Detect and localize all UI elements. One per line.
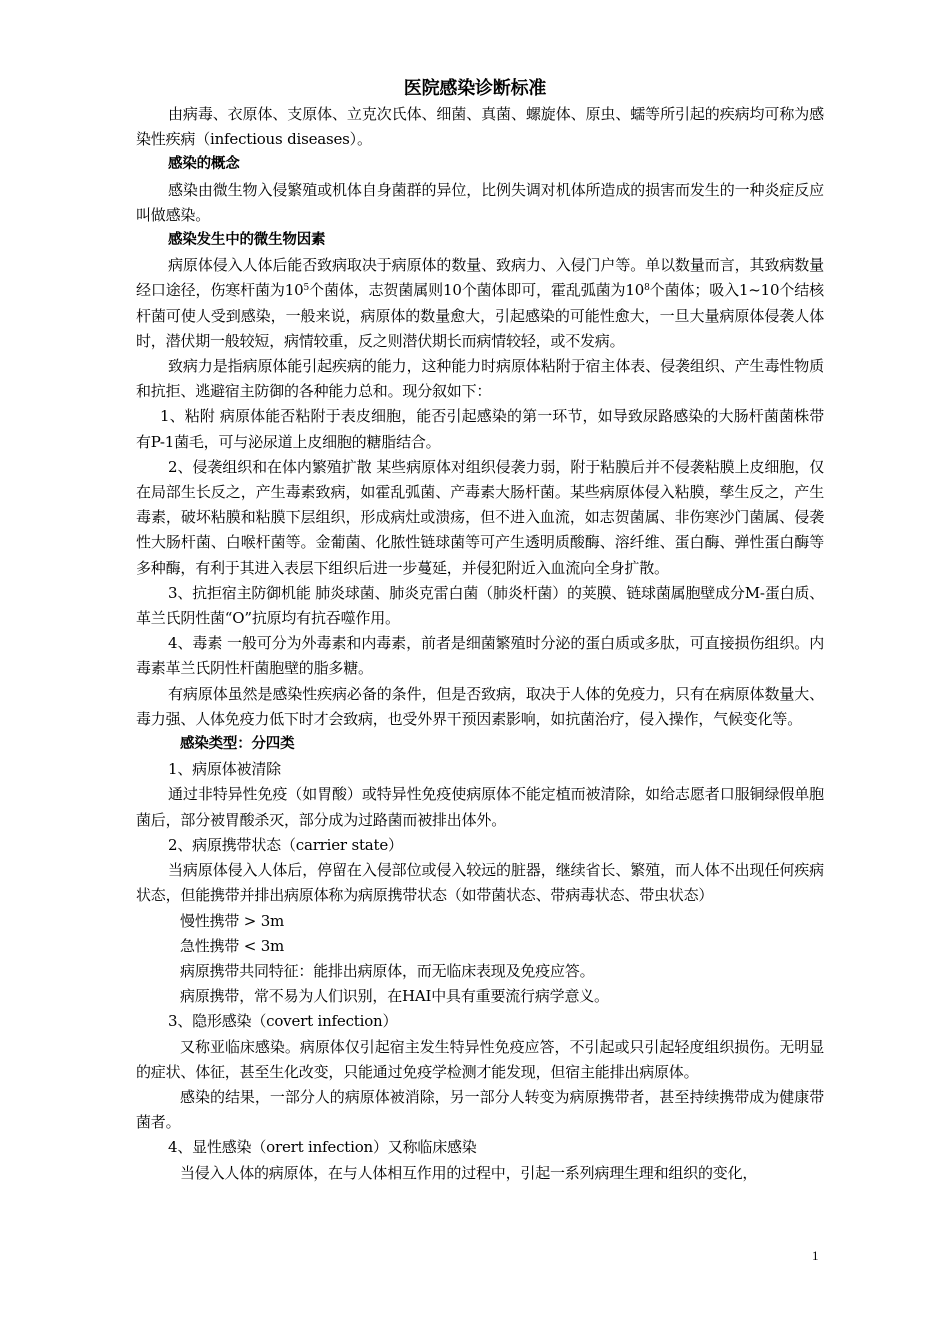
paragraph-infection-definition: 感染由微生物入侵繁殖或机体自身菌群的异位，比例失调对机体所造成的损害而发生的一种炎症反应叫做感染。: [136, 180, 824, 224]
paragraph-pathogen-quantity: [136, 253, 824, 354]
heading-microbial-factors: 感染发生中的微生物因素: [168, 232, 326, 249]
paragraph-invasion: 2、侵袭组织和在体内繁殖扩散 某些病原体对组织侵袭力弱，附于粘膜后并不侵袭粘膜上皮细胞，仅在局部生长反之，产生毒素致病，如霍乱弧菌、产毒素大肠杆菌。某些病原体侵入粘膜，孳生反之，产生毒素，破坏粘膜和粘膜下层组织，形成病灶或溃疡，但不进入血流，如志贺菌属、非伤寒沙门菌属、侵袭性大肠杆菌、白喉杆菌等。金葡菌、化脓性链球菌等可产生透明质酸酶、溶纤维、蛋白酶、弹性蛋白酶等多种酶，有利于其进入表层下组织后进一步蔓延，并侵犯附近入血流向全身扩散。: [136, 457, 824, 577]
document-title: 医院感染诊断标准: [403, 78, 547, 99]
superscript-exponent-8: 8: [644, 283, 650, 294]
paragraph-type-cleared-detail: 通过非特异性免疫（如胃酸）或特异性免疫使病原体不能定植而被清除，如给志愿者口服铜绿假单胞菌后，部分被胃酸杀灭，部分成为过路菌而被排出体外。: [136, 785, 824, 829]
paragraph-host-defense: 3、抗拒宿主防御机能 肺炎球菌、肺炎克雷白菌（肺炎杆菌）的荚膜、链球菌属胞壁成分M-蛋白质、革兰氏阴性菌“O”抗原均有抗吞噬作用。: [136, 583, 824, 628]
paragraph-pathogen-quantity-part1: 病原体侵入人体后能否致病取决于病原体的数量、致病力、入侵门户等。单以数量而言，其致病数量经口途径，伤寒杆菌为10: [136, 256, 824, 300]
paragraph-adhesion: 1、粘附 病原体能否粘附于表皮细胞，能否引起感染的第一环节，如导致尿路感染的大肠杆菌菌株带有P-1菌毛，可与泌尿道上皮细胞的糖脂结合。: [136, 407, 824, 451]
page-number: 1: [812, 1248, 819, 1263]
paragraph-immunity: 有病原体虽然是感染性疾病必备的条件，但是否致病，取决于人体的免疫力，只有在病原体数量大、毒力强、人体免疫力低下时才会致病，也受外界干预因素影响，如抗菌治疗，侵入操作，气候变化等。: [136, 684, 824, 728]
paragraph-type-carrier-detail: 当病原体侵入人体后，停留在入侵部位或侵入较远的脏器，继续省长、繁殖，而人体不出现任何疾病状态，但能携带并排出病原体称为病原携带状态（如带菌状态、带病毒状态、带虫状态）: [136, 861, 824, 905]
paragraph-pathogen-quantity-part3: 个菌体；吸入1~10个结核杆菌可使人受到感染，一般来说，病原体的数量愈大，引起感染的可能性愈大，一旦大量病原体侵袭人体时，潜伏期一般较短，病情较重，反之则潜伏期长而病情较轻，或不发病。: [136, 281, 824, 350]
paragraph-toxins: 4、毒素 一般可分为外毒素和内毒素，前者是细菌繁殖时分泌的蛋白质或多肽，可直接损伤组织。内毒素革兰氏阴性杆菌胞壁的脂多糖。: [136, 634, 824, 678]
paragraph-infection-outcome: 感染的结果，一部分人的病原体被消除，另一部分人转变为病原携带者，甚至持续携带成为健康带菌者。: [136, 1087, 824, 1132]
paragraph-type-overt: 4、显性感染（orert infection）又称临床感染: [168, 1138, 477, 1157]
paragraph-type-overt-detail: 当侵入人体的病原体，在与人体相互作用的过程中，引起一系列病理生理和组织的变化，: [180, 1163, 758, 1182]
paragraph-acute-carrier: 急性携带 < 3m: [180, 936, 285, 955]
paragraph-intro: 由病毒、衣原体、支原体、立克次氏体、细菌、真菌、螺旋体、原虫、蠕等所引起的疾病均可称为感染性疾病（infectious diseases）。: [136, 105, 824, 149]
paragraph-type-cleared: 1、病原体被清除: [168, 760, 281, 779]
paragraph-chronic-carrier: 慢性携带 > 3m: [180, 911, 285, 930]
paragraph-pathogen-quantity-part2: 个菌体，志贺菌属则10个菌体即可，霍乱弧菌为10: [309, 281, 645, 300]
superscript-exponent-5: 5: [303, 283, 309, 294]
paragraph-carrier-features: 病原携带共同特征：能排出病原体，而无临床表现及免疫应答。: [180, 961, 595, 980]
document-body: [136, 102, 824, 1186]
paragraph-type-covert: 3、隐形感染（covert infection）: [168, 1012, 398, 1031]
paragraph-carrier-significance: 病原携带，常不易为人们识别，在HAI中具有重要流行病学意义。: [180, 987, 609, 1006]
heading-infection-concept: 感染的概念: [168, 156, 240, 173]
paragraph-type-carrier: 2、病原携带状态（carrier state）: [168, 835, 403, 854]
heading-infection-types: 感染类型：分四类: [180, 736, 295, 753]
paragraph-type-covert-detail: 又称亚临床感染。病原体仅引起宿主发生特异性免疫应答，不引起或只引起轻度组织损伤。无明显的症状、体征，甚至生化改变，只能通过免疫学检测才能发现，但宿主能排出病原体。: [136, 1037, 824, 1081]
paragraph-virulence: 致病力是指病原体能引起疾病的能力，这种能力时病原体粘附于宿主体表、侵袭组织、产生毒性物质和抗拒、逃避宿主防御的各种能力总和。现分叙如下：: [136, 357, 824, 401]
